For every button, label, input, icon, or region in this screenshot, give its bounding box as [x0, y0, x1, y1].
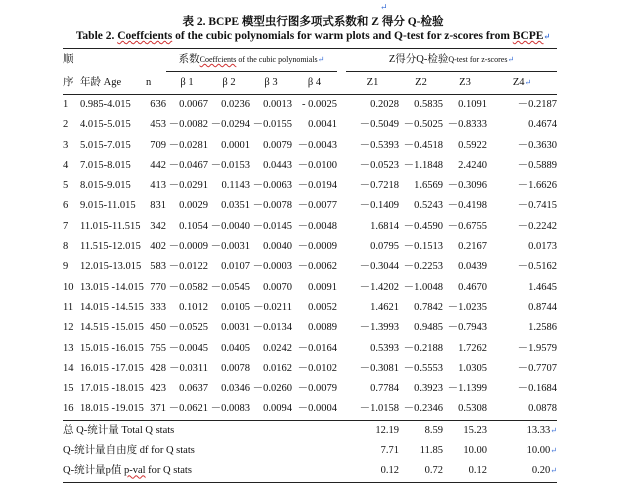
cell-b4: －0.0077	[297, 200, 337, 212]
table-row	[63, 339, 557, 359]
cell-b4: －0.0062	[297, 261, 337, 273]
cell-b2: －0.0040	[210, 220, 250, 232]
cell-b1: －0.0291	[168, 180, 208, 192]
cell-z4: －0.2187	[517, 99, 557, 110]
cell-b4: －0.0100	[297, 159, 337, 171]
cell-z4: －0.7415	[517, 200, 557, 212]
cell-z1: －0.3044	[359, 261, 399, 273]
table-title-chinese: 表 2. BCPE 模型虫行图多项式系数和 Z 得分 Q-检验	[182, 16, 444, 28]
cell-z1: 0.2028	[370, 99, 399, 110]
table-row	[63, 298, 557, 318]
summary-value-z3: 10.00	[463, 445, 487, 457]
cell-b3: 0.0094	[263, 403, 292, 415]
table-row	[63, 278, 557, 298]
cell-z1: 0.7784	[370, 383, 399, 395]
cell-age: 5.015-7.015	[80, 139, 131, 151]
cell-z4: 0.0173	[528, 241, 557, 253]
cell-z4: 1.4645	[528, 281, 557, 293]
cell-b3: 0.0070	[263, 281, 292, 293]
cell-z1: －0.5049	[359, 119, 399, 131]
cell-b1: －0.0082	[168, 119, 208, 131]
cell-b4: －0.0004	[297, 403, 337, 415]
cell-b2: 0.0236	[221, 99, 250, 110]
cell-z4: －0.3630	[517, 139, 557, 151]
header-z1: Z1	[346, 72, 399, 95]
summary-label: 总 Q-统计量 Total Q stats	[63, 420, 346, 441]
cell-b2: 0.0405	[221, 342, 250, 354]
cell-n: 636	[150, 99, 166, 110]
cell-b1: 0.1012	[179, 301, 208, 313]
cell-b1: 0.0637	[179, 383, 208, 395]
header-z3: Z3	[443, 72, 487, 95]
summary-label: Q-统计量p值 p-val for Q stats	[63, 461, 346, 482]
table-row	[63, 379, 557, 399]
paragraph-mark-icon: ↵	[550, 425, 557, 435]
summary-value-z3: 15.23	[443, 420, 487, 441]
cell-b3: －0.0155	[252, 119, 292, 131]
cell-seq: 10	[63, 281, 74, 293]
cell-b1: －0.0045	[168, 342, 208, 354]
header-b1: β 1	[166, 72, 208, 95]
cell-b2: 0.0351	[221, 200, 250, 212]
cell-z2: －1.1848	[403, 159, 443, 171]
cell-b4: －0.0102	[297, 362, 337, 374]
cell-b3: 0.0162	[263, 362, 292, 374]
cell-z3: －0.8333	[447, 119, 487, 131]
cell-b4: 0.0091	[308, 281, 337, 293]
cell-b3: 0.0013	[263, 99, 292, 110]
cell-age: 8.015-9.015	[80, 180, 131, 192]
cell-z4: －0.1684	[517, 383, 557, 395]
cell-age: 4.015-5.015	[80, 119, 131, 131]
cell-n: 371	[150, 403, 166, 415]
cell-z2: －0.4518	[403, 139, 443, 151]
header-b2: β 2	[208, 72, 250, 95]
cell-seq: 8	[63, 241, 69, 253]
cell-b2: －0.0083	[210, 403, 250, 415]
cell-z3: 0.4670	[458, 281, 487, 293]
cell-z2: －0.5553	[403, 362, 443, 374]
summary-value-z2: 11.85	[419, 445, 443, 457]
cell-b3: －0.0063	[252, 180, 292, 192]
header-z4: Z4↵	[487, 72, 557, 95]
cell-z4: 0.8744	[528, 301, 557, 313]
cell-b2: －0.0031	[210, 241, 250, 253]
cell-b3: －0.0078	[252, 200, 292, 212]
paragraph-mark-icon: ↵	[380, 2, 388, 12]
summary-value-z4: 10.00↵	[526, 445, 557, 457]
cell-z3: －0.7943	[447, 322, 487, 334]
cell-b2: 0.1143	[221, 180, 250, 192]
cell-seq: 9	[63, 261, 69, 273]
table-row	[63, 156, 557, 176]
summary-value-z4: 13.33↵	[487, 420, 557, 441]
paragraph-mark-icon: ↵	[550, 466, 557, 476]
cell-seq: 5	[63, 180, 69, 192]
cell-seq: 4	[63, 159, 69, 171]
header-b3: β 3	[250, 72, 292, 95]
cell-z1: 1.6814	[370, 220, 399, 232]
cell-seq: 2	[63, 119, 69, 131]
cell-z4: －0.5162	[517, 261, 557, 273]
summary-value-z3: 0.12	[443, 461, 487, 482]
cell-z3: －1.0235	[447, 301, 487, 313]
cell-age: 16.015 -17.015	[80, 362, 144, 374]
cell-seq: 7	[63, 220, 69, 232]
cell-z4: －0.5889	[517, 159, 557, 171]
summary-value-z1: 7.71	[380, 445, 399, 457]
cell-z3: －0.3096	[447, 180, 487, 192]
cell-n: 453	[150, 119, 166, 131]
cell-z1: －1.0158	[359, 403, 399, 415]
cell-age: 17.015 -18.015	[80, 383, 144, 395]
cell-n: 413	[150, 180, 166, 192]
cell-b2: 0.0078	[221, 362, 250, 374]
summary-value-z4: 0.20↵	[487, 461, 557, 482]
cell-z4: 0.4674	[528, 119, 557, 131]
cell-b2: 0.0031	[221, 322, 250, 334]
paragraph-mark-icon: ↵	[550, 446, 557, 456]
cell-age: 9.015-11.015	[80, 200, 136, 212]
cell-b4: 0.0052	[308, 301, 337, 313]
summary-value-z2: 0.72	[399, 461, 443, 482]
cell-b2: －0.0153	[210, 159, 250, 171]
cell-b3: －0.0134	[252, 322, 292, 334]
cell-z3: －1.1399	[447, 383, 487, 395]
cell-b3: －0.0003	[252, 261, 292, 273]
cell-b3: －0.0260	[252, 383, 292, 395]
cell-b4: 0.0089	[308, 322, 337, 334]
summary-value-z2: 8.59	[399, 420, 443, 441]
cell-seq: 13	[63, 342, 74, 354]
cell-z3: －0.6755	[447, 220, 487, 232]
cell-z4: －0.2242	[517, 220, 557, 232]
cell-z2: 0.7842	[414, 301, 443, 313]
cell-b1: －0.0525	[168, 322, 208, 334]
cell-age: 14.015 -14.515	[80, 301, 144, 313]
cell-z4: 1.2586	[528, 322, 557, 334]
paragraph-mark-icon: ↵	[543, 32, 551, 41]
table-row	[63, 237, 557, 257]
cell-z3: 0.5308	[458, 403, 487, 415]
table-row	[63, 257, 557, 277]
header-row-group	[63, 49, 557, 72]
cell-seq: 6	[63, 200, 69, 212]
cell-b4: －0.0043	[297, 139, 337, 151]
cell-z2: 0.5835	[414, 99, 443, 110]
cell-seq: 3	[63, 139, 69, 151]
summary-value-z1: 12.19	[346, 420, 399, 441]
cell-n: 402	[150, 241, 166, 253]
cell-z3: 0.2167	[458, 241, 487, 253]
cell-z3: 0.1091	[458, 99, 487, 110]
header-seq-top: 顺	[63, 49, 80, 72]
cell-age: 7.015-8.015	[80, 159, 131, 171]
cell-z3: －0.4198	[447, 200, 487, 212]
table-row	[63, 217, 557, 237]
cell-b4: －0.0009	[297, 241, 337, 253]
cell-z4: －1.9579	[517, 342, 557, 354]
cell-z1: －1.3993	[359, 322, 399, 334]
cell-z1: －0.1409	[359, 200, 399, 212]
cell-z1: －0.0523	[359, 159, 399, 171]
cell-z2: －0.5025	[403, 119, 443, 131]
cell-n: 428	[150, 362, 166, 374]
cell-z3: 1.0305	[458, 362, 487, 374]
cell-b3: 0.0040	[263, 241, 292, 253]
table-row	[63, 359, 557, 379]
cell-b4: －0.0079	[297, 383, 337, 395]
cell-z1: －0.3081	[359, 362, 399, 374]
cell-b2: 0.0107	[221, 261, 250, 273]
cell-b2: －0.0294	[210, 119, 250, 131]
cell-z2: 0.5243	[414, 200, 443, 212]
cell-z3: 1.7262	[458, 342, 487, 354]
cell-age: 13.015 -14.015	[80, 281, 144, 293]
cell-z2: －0.1513	[403, 241, 443, 253]
table-row	[63, 115, 557, 135]
cell-b1: －0.0281	[168, 139, 208, 151]
cell-b1: 0.0067	[179, 99, 208, 110]
cell-n: 770	[150, 281, 166, 293]
cell-seq: 16	[63, 403, 74, 415]
cell-b1: －0.0311	[169, 362, 208, 374]
cell-age: 11.515-12.015	[80, 241, 141, 253]
header-coefficients-group: 系数Coeffcients of the cubic polynomials↵	[166, 49, 337, 72]
cell-b3: 0.0242	[263, 342, 292, 354]
cell-z1: 0.5393	[370, 342, 399, 354]
cell-z1: －1.4202	[359, 281, 399, 293]
cell-n: 442	[150, 159, 166, 171]
cell-age: 15.015 -16.015	[80, 342, 144, 354]
cell-z2: －0.2346	[403, 403, 443, 415]
cell-age: 0.985-4.015	[80, 99, 131, 110]
cell-z3: 0.5922	[458, 139, 487, 151]
cell-z2: －1.0048	[403, 281, 443, 293]
cell-n: 342	[150, 220, 166, 232]
cell-b4: 0.0041	[308, 119, 337, 131]
cell-n: 709	[150, 139, 166, 151]
cell-seq: 15	[63, 383, 74, 395]
cell-b1: 0.0029	[179, 200, 208, 212]
cell-z2: 0.9485	[414, 322, 443, 334]
table-row	[63, 136, 557, 156]
cell-seq: 11	[63, 301, 74, 313]
summary-row	[63, 420, 557, 441]
cell-n: 755	[150, 342, 166, 354]
table-row	[63, 196, 557, 216]
cell-b4: - 0.0025	[302, 99, 337, 110]
table-row	[63, 176, 557, 196]
cell-b3: －0.0145	[252, 220, 292, 232]
cell-n: 583	[150, 261, 166, 273]
cell-z4: 0.0878	[528, 403, 557, 415]
header-qtest-group: Z得分Q-检验Q-test for z-scores↵	[346, 49, 557, 72]
header-age: 年龄 Age	[80, 72, 146, 95]
cell-b2: －0.0545	[210, 281, 250, 293]
cell-age: 11.015-11.515	[80, 220, 141, 232]
cell-seq: 14	[63, 362, 74, 374]
cell-b4: －0.0194	[297, 180, 337, 192]
summary-label: Q-统计量自由度 df for Q stats	[63, 445, 195, 457]
cell-z3: 2.4240	[458, 159, 487, 171]
cell-b2: 0.0105	[221, 301, 250, 313]
cell-seq: 12	[63, 322, 74, 334]
cell-b1: －0.0467	[168, 159, 208, 171]
cell-z1: 0.0795	[370, 241, 399, 253]
cell-z2: －0.2253	[403, 261, 443, 273]
table-title-english: Table 2. Coeffcients of the cubic polynomials for warm plots and Q-test for z-scores from BCPE↵	[75, 30, 551, 42]
cell-b3: －0.0211	[253, 301, 292, 313]
cell-b1: －0.0009	[168, 241, 208, 253]
cell-seq: 1	[63, 99, 69, 110]
cell-b3: 0.0079	[263, 139, 292, 151]
cell-b2: 0.0001	[221, 139, 250, 151]
cell-n: 333	[150, 301, 166, 313]
cell-z1: －0.7218	[359, 180, 399, 192]
table-row	[63, 318, 557, 338]
header-n: n	[146, 72, 166, 95]
cell-z2: 0.3923	[414, 383, 443, 395]
cell-n: 450	[150, 322, 166, 334]
cell-z1: －0.5393	[359, 139, 399, 151]
summary-value-z1: 0.12	[346, 461, 399, 482]
cell-z2: －0.4590	[403, 220, 443, 232]
cell-z1: 1.4621	[370, 301, 399, 313]
header-b4: β 4	[292, 72, 337, 95]
cell-n: 831	[150, 200, 166, 212]
cell-age: 12.015-13.015	[80, 261, 142, 273]
cell-n: 423	[150, 383, 166, 395]
cell-z3: 0.0439	[458, 261, 487, 273]
cell-age: 18.015 -19.015	[80, 403, 144, 415]
cell-z2: 1.6569	[414, 180, 443, 192]
cell-b4: －0.0164	[297, 342, 337, 354]
cell-b1: －0.0621	[168, 403, 208, 415]
cell-b1: －0.0582	[168, 281, 208, 293]
table-row	[63, 95, 557, 116]
header-z2: Z2	[399, 72, 443, 95]
cell-z4: －0.7707	[517, 362, 557, 374]
cell-age: 14.515 -15.015	[80, 322, 144, 334]
summary-row	[63, 461, 557, 482]
cell-z4: －1.6626	[517, 180, 557, 192]
summary-row	[63, 441, 557, 461]
header-row-columns	[63, 72, 557, 95]
cell-z2: －0.2188	[403, 342, 443, 354]
cell-b1: 0.1054	[179, 220, 208, 232]
data-table	[63, 48, 557, 483]
table-row	[63, 399, 557, 420]
cell-b2: 0.0346	[221, 383, 250, 395]
cell-b4: －0.0048	[297, 220, 337, 232]
header-seq: 序	[63, 72, 80, 95]
cell-b3: 0.0443	[263, 159, 292, 171]
cell-b1: －0.0122	[168, 261, 208, 273]
